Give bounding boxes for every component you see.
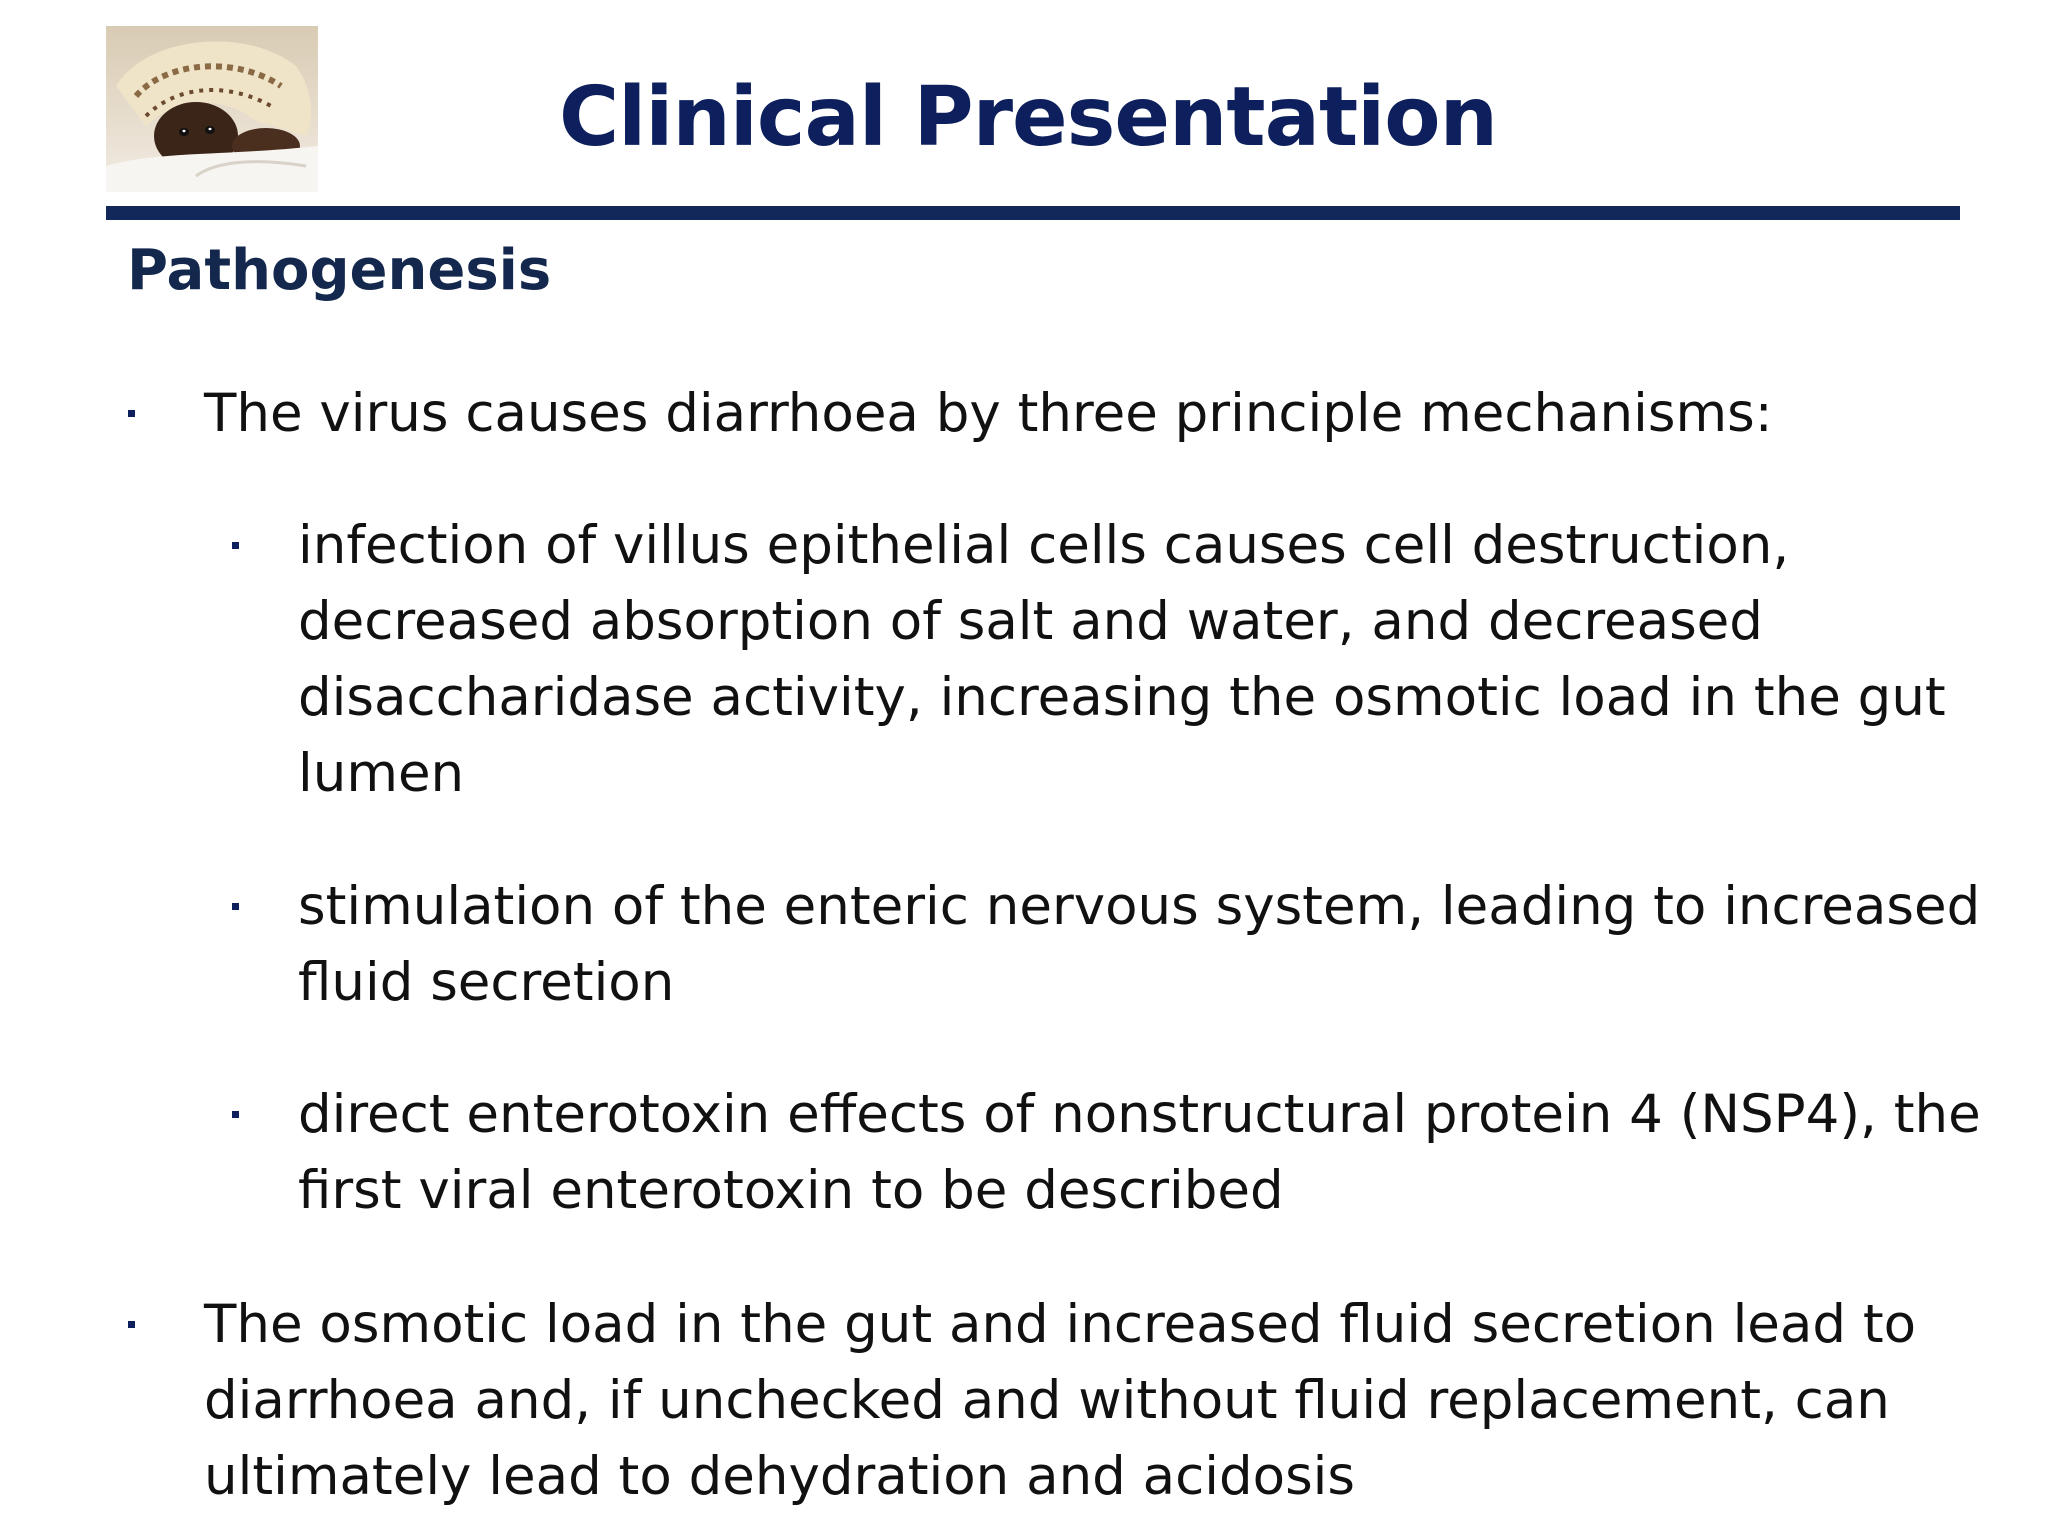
bullet-text: The virus causes diarrhoea by three principle mechanisms:	[204, 383, 1773, 444]
bullet-text: The osmotic load in the gut and increased fluid secretion lead to diarrhoea and, if unchecked and without fluid replacement, can ultimately lead to dehydration and acidosis	[204, 1294, 1917, 1507]
bullet-text: infection of villus epithelial cells causes cell destruction, decreased absorption of salt and water, and decreased disaccharidase activity, increasing the osmotic load in the gut lumen	[298, 515, 1946, 804]
bullet-text: direct enterotoxin effects of nonstructural protein 4 (NSP4), the first viral enterotoxin to be described	[298, 1084, 1981, 1221]
square-bullet-icon	[232, 1111, 239, 1118]
square-bullet-icon	[232, 903, 239, 910]
title-divider	[106, 206, 1960, 220]
slide-title-text: Clinical Presentation	[559, 70, 1497, 165]
square-bullet-icon	[128, 1321, 135, 1328]
bullet-text: stimulation of the enteric nervous system, leading to increased fluid secretion	[298, 876, 1981, 1013]
slide-title	[0, 70, 2048, 165]
square-bullet-icon	[232, 542, 239, 549]
section-heading: Pathogenesis	[127, 238, 552, 303]
square-bullet-icon	[128, 410, 135, 417]
